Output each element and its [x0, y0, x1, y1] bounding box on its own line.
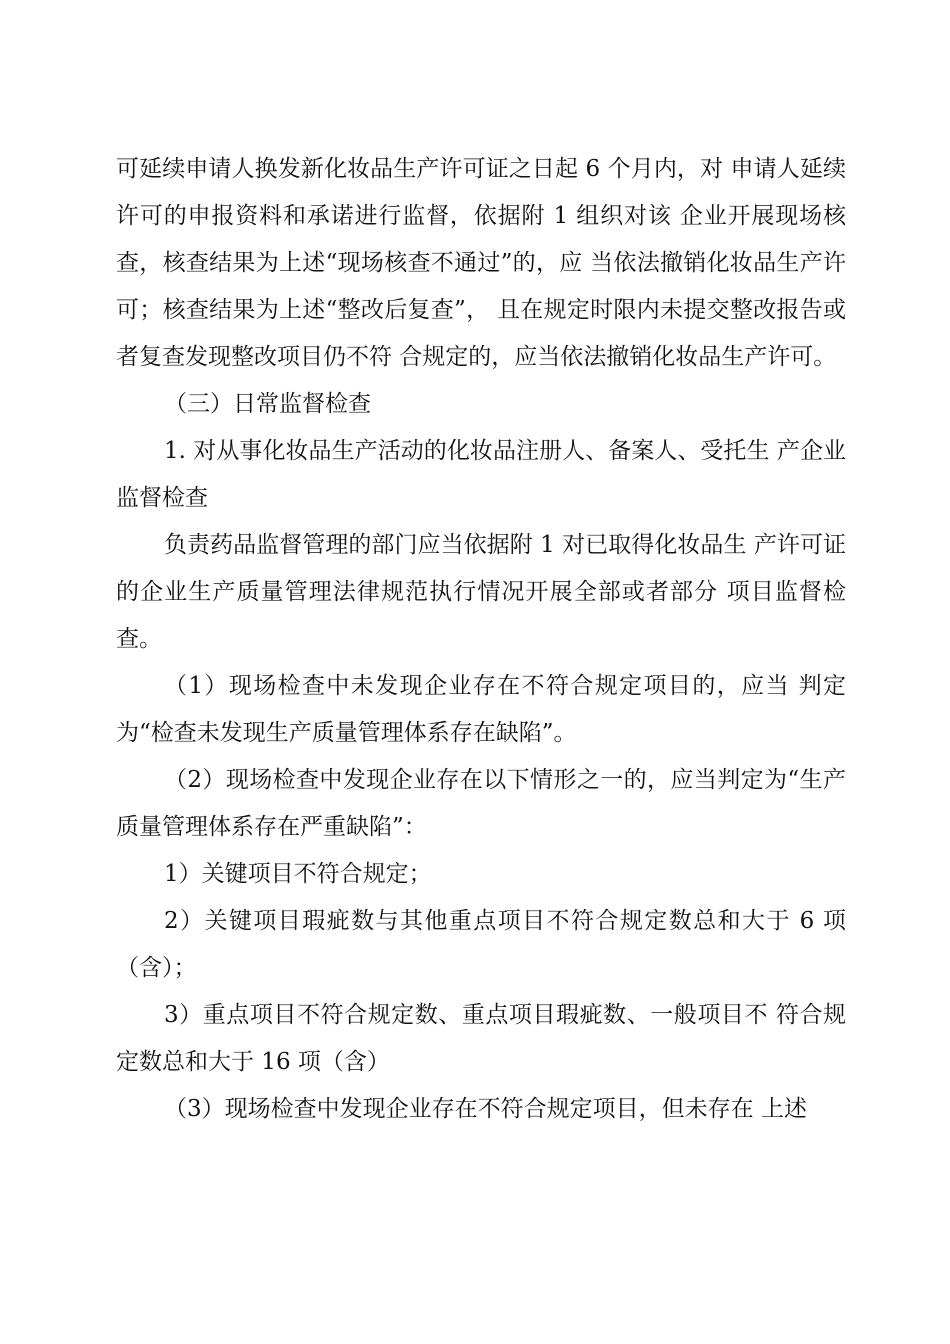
paragraph-item-1-no-defects: （1）现场检查中未发现企业存在不符合规定项目的，应当 判定为“检查未发现生产质量管理体系存在缺陷”。	[116, 673, 846, 746]
list-item-key-flaws-total: 2）关键项目瑕疵数与其他重点项目不符合规定数总和大于 6 项（含）；	[116, 908, 846, 981]
paragraph-item-2-serious-defects: （2）现场检查中发现企业存在以下情形之一的，应当判定为“生产质量管理体系存在严重缺陷”：	[116, 767, 846, 840]
subsection-heading-enterprise-inspection: 1. 对从事化妆品生产活动的化妆品注册人、备案人、受托生 产企业监督检查	[116, 438, 846, 511]
paragraph-item-3-partial: （3）现场检查中发现企业存在不符合规定项目，但未存在 上述	[164, 1096, 807, 1122]
paragraph-inspection-scope: 负责药品监督管理的部门应当依据附 1 对已取得化妆品生 产许可证的企业生产质量管理法律规范执行情况开展全部或者部分 项目监督检查。	[116, 532, 846, 652]
list-item-major-general-total: 3）重点项目不符合规定数、重点项目瑕疵数、一般项目不 符合规定数总和大于 16 项（含）	[116, 1002, 846, 1075]
section-heading-routine-inspection: （三）日常监督检查	[164, 391, 371, 417]
paragraph-renewal-supervision: 可延续申请人换发新化妆品生产许可证之日起 6 个月内，对 申请人延续许可的申报资料和承诺进行监督，依据附 1 组织对该 企业开展现场核查，核查结果为上述“现场核查不通过”的，应 当依法撤销化妆品生产许可；核查结果为上述“整改后复查”， 且在规定时限内未提交整改报告或者复查发现整改项目仍不符 合规定的，应当依法撤销化妆品生产许可。	[116, 156, 846, 370]
list-item-key-items: 1）关键项目不符合规定；	[164, 861, 432, 887]
document-body	[116, 146, 846, 1133]
